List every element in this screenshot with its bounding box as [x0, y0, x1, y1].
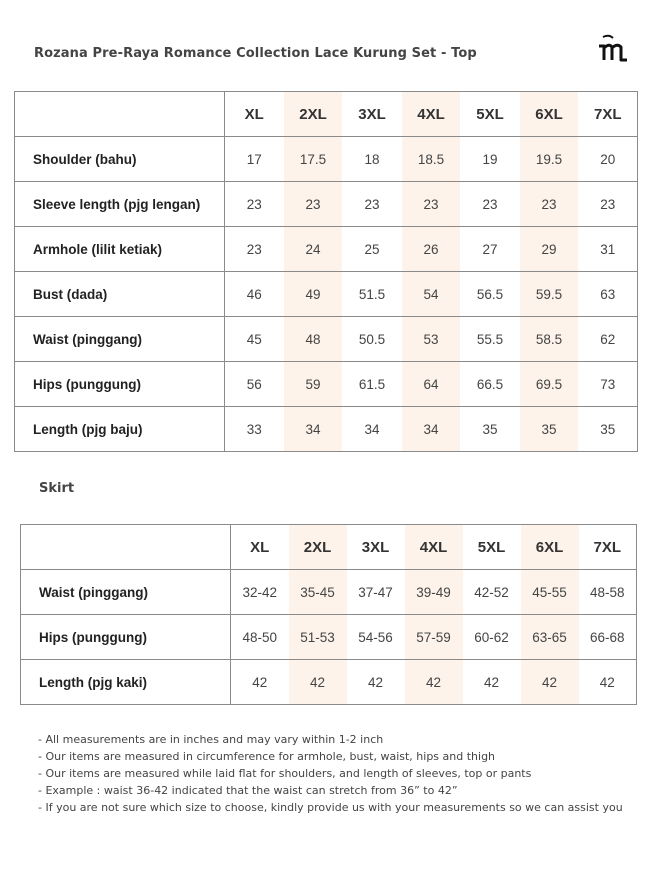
- top-value-cell: 34: [284, 407, 343, 452]
- skirt-row-label: Hips (punggung): [21, 615, 231, 660]
- top-value-cell: 56: [225, 362, 284, 407]
- top-row-label: Sleeve length (pjg lengan): [15, 182, 225, 227]
- top-value-cell: 31: [579, 227, 638, 272]
- top-row-label: Waist (pinggang): [15, 317, 225, 362]
- skirt-size-header: 5XL: [463, 525, 521, 570]
- skirt-table-row: [21, 570, 637, 615]
- top-value-cell: 35: [520, 407, 579, 452]
- page-title: Rozana Pre-Raya Romance Collection Lace Kurung Set - Top: [34, 46, 477, 61]
- top-value-cell: 51.5: [343, 272, 402, 317]
- skirt-value-cell: 45-55: [521, 570, 579, 615]
- top-value-cell: 35: [461, 407, 520, 452]
- top-size-header: 5XL: [461, 92, 520, 137]
- top-value-cell: 59: [284, 362, 343, 407]
- top-row-label: Armhole (lilit ketiak): [15, 227, 225, 272]
- note-item: - Our items are measured in circumference for armhole, bust, waist, hips and thigh: [38, 750, 496, 763]
- top-value-cell: 20: [579, 137, 638, 182]
- top-value-cell: 46: [225, 272, 284, 317]
- top-size-header: 7XL: [579, 92, 638, 137]
- top-size-header: XL: [225, 92, 284, 137]
- skirt-value-cell: 57-59: [405, 615, 463, 660]
- top-table-row: [15, 407, 638, 452]
- top-value-cell: 50.5: [343, 317, 402, 362]
- top-size-header: 2XL: [284, 92, 343, 137]
- top-size-header: 4XL: [402, 92, 461, 137]
- top-row-label: Length (pjg baju): [15, 407, 225, 452]
- skirt-size-header: 2XL: [289, 525, 347, 570]
- top-value-cell: 34: [343, 407, 402, 452]
- skirt-value-cell: 42: [405, 660, 463, 705]
- top-row-label: Hips (punggung): [15, 362, 225, 407]
- skirt-value-cell: 42-52: [463, 570, 521, 615]
- skirt-size-header: XL: [231, 525, 289, 570]
- top-value-cell: 73: [579, 362, 638, 407]
- skirt-size-header: 6XL: [521, 525, 579, 570]
- top-value-cell: 23: [284, 182, 343, 227]
- top-value-cell: 17.5: [284, 137, 343, 182]
- skirt-value-cell: 42: [231, 660, 289, 705]
- note-item: - If you are not sure which size to choose, kindly provide us with your measurements so we can assist you: [38, 801, 623, 814]
- skirt-value-cell: 42: [289, 660, 347, 705]
- top-value-cell: 62: [579, 317, 638, 362]
- top-value-cell: 23: [461, 182, 520, 227]
- top-value-cell: 69.5: [520, 362, 579, 407]
- top-value-cell: 29: [520, 227, 579, 272]
- skirt-table-row: [21, 660, 637, 705]
- top-table-row: [15, 317, 638, 362]
- skirt-size-header: 4XL: [405, 525, 463, 570]
- skirt-table-row: [21, 615, 637, 660]
- top-value-cell: 26: [402, 227, 461, 272]
- top-value-cell: 33: [225, 407, 284, 452]
- top-value-cell: 23: [402, 182, 461, 227]
- top-table-row: [15, 272, 638, 317]
- note-item: - Our items are measured while laid flat for shoulders, and length of sleeves, top or pants: [38, 767, 532, 780]
- skirt-value-cell: 37-47: [347, 570, 405, 615]
- skirt-value-cell: 51-53: [289, 615, 347, 660]
- brand-logo: [597, 34, 633, 64]
- top-value-cell: 23: [579, 182, 638, 227]
- top-value-cell: 18: [343, 137, 402, 182]
- skirt-value-cell: 48-50: [231, 615, 289, 660]
- top-value-cell: 64: [402, 362, 461, 407]
- size-notes: [38, 731, 623, 816]
- top-value-cell: 59.5: [520, 272, 579, 317]
- top-value-cell: 54: [402, 272, 461, 317]
- top-size-header: 3XL: [343, 92, 402, 137]
- top-value-cell: 19: [461, 137, 520, 182]
- top-value-cell: 23: [520, 182, 579, 227]
- top-value-cell: 61.5: [343, 362, 402, 407]
- top-value-cell: 18.5: [402, 137, 461, 182]
- note-item: - All measurements are in inches and may vary within 1-2 inch: [38, 733, 384, 746]
- note-item: - Example : waist 36-42 indicated that the waist can stretch from 36” to 42”: [38, 784, 458, 797]
- top-header-row: [15, 92, 638, 137]
- top-row-label: Shoulder (bahu): [15, 137, 225, 182]
- top-value-cell: 34: [402, 407, 461, 452]
- skirt-value-cell: 35-45: [289, 570, 347, 615]
- skirt-value-cell: 42: [347, 660, 405, 705]
- skirt-corner-cell: [21, 525, 231, 570]
- top-value-cell: 23: [225, 227, 284, 272]
- skirt-header-row: [21, 525, 637, 570]
- skirt-value-cell: 63-65: [521, 615, 579, 660]
- skirt-row-label: Waist (pinggang): [21, 570, 231, 615]
- top-corner-cell: [15, 92, 225, 137]
- skirt-section-title: Skirt: [39, 481, 75, 496]
- top-value-cell: 23: [225, 182, 284, 227]
- top-value-cell: 49: [284, 272, 343, 317]
- skirt-value-cell: 42: [579, 660, 637, 705]
- top-value-cell: 55.5: [461, 317, 520, 362]
- skirt-value-cell: 39-49: [405, 570, 463, 615]
- top-value-cell: 63: [579, 272, 638, 317]
- skirt-value-cell: 42: [521, 660, 579, 705]
- top-size-header: 6XL: [520, 92, 579, 137]
- top-table-row: [15, 137, 638, 182]
- top-value-cell: 58.5: [520, 317, 579, 362]
- top-value-cell: 48: [284, 317, 343, 362]
- top-value-cell: 66.5: [461, 362, 520, 407]
- top-value-cell: 23: [343, 182, 402, 227]
- top-value-cell: 53: [402, 317, 461, 362]
- top-size-table: [14, 91, 638, 452]
- skirt-value-cell: 42: [463, 660, 521, 705]
- skirt-value-cell: 54-56: [347, 615, 405, 660]
- skirt-row-label: Length (pjg kaki): [21, 660, 231, 705]
- skirt-size-header: 7XL: [579, 525, 637, 570]
- top-value-cell: 19.5: [520, 137, 579, 182]
- skirt-value-cell: 32-42: [231, 570, 289, 615]
- top-table-row: [15, 227, 638, 272]
- top-value-cell: 45: [225, 317, 284, 362]
- skirt-value-cell: 60-62: [463, 615, 521, 660]
- top-table-row: [15, 362, 638, 407]
- top-value-cell: 17: [225, 137, 284, 182]
- skirt-value-cell: 48-58: [579, 570, 637, 615]
- skirt-size-table: [20, 524, 637, 705]
- top-value-cell: 24: [284, 227, 343, 272]
- skirt-size-header: 3XL: [347, 525, 405, 570]
- top-table-row: [15, 182, 638, 227]
- top-row-label: Bust (dada): [15, 272, 225, 317]
- top-value-cell: 25: [343, 227, 402, 272]
- top-value-cell: 27: [461, 227, 520, 272]
- top-value-cell: 35: [579, 407, 638, 452]
- top-value-cell: 56.5: [461, 272, 520, 317]
- skirt-value-cell: 66-68: [579, 615, 637, 660]
